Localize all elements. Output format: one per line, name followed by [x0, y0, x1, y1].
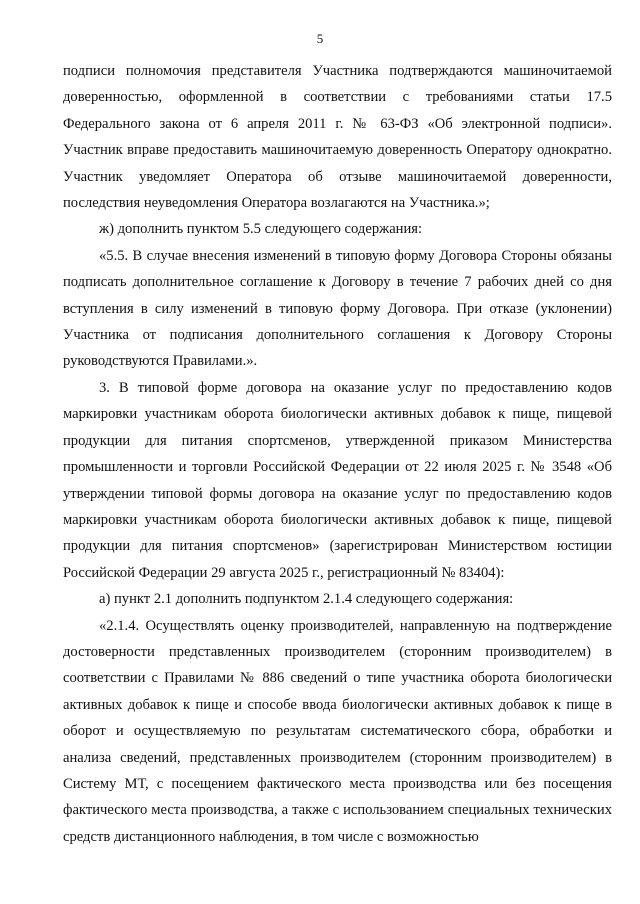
document-body — [63, 58, 612, 850]
paragraph-signature-continuation: подписи полномочия представителя Участника подтверждаются машиночитаемой доверенностью, оформленной в соответствии с требованиями статьи 17.5 Федерального закона от 6 апреля 2011 г. № 63-ФЗ «Об электронной подписи». Участник вправе предоставить машиночитаемую доверенность Оператору однократно. Участник уведомляет Оператора об отзыве машиночитаемой доверенности, последствия неуведомления Оператора возлагаются на Участника.»; — [63, 63, 612, 212]
paragraph-item-a: а) пункт 2.1 дополнить подпунктом 2.1.4 следующего содержания: — [99, 591, 514, 608]
paragraph-clause-2-1-4: «2.1.4. Осуществлять оценку производителей, направленную на подтверждение достоверности представленных производителем (сторонним производителем) в соответствии с Правилами № 886 сведений о типе участника оборота биологически активных добавок к пище и способе ввода биологически активных добавок к пище в оборот и осуществляемую по результатам систематического сбора, обработки и анализа сведений, представленных производителем (сторонним производителем) в Систему МТ, с посещением фактического места производства или без посещения фактического места производства, а также с использованием специальных технических средств дистанционного наблюдения, в том числе с возможностью — [63, 617, 612, 845]
page-number: 5 — [316, 31, 324, 46]
paragraph-section-3: 3. В типовой форме договора на оказание услуг по предоставлению кодов маркировки участникам оборота биологически активных добавок к пище, пищевой продукции для питания спортсменов, утвержденной приказом Министерства промышленности и торговли Российской Федерации от 22 июля 2025 г. № 3548 «Об утверждении типовой формы договора на оказание услуг по предоставлению кодов маркировки участникам оборота биологически активных добавок к пище, пищевой продукции для питания спортсменов» (зарегистрирован Министерством юстиции Российской Федерации 29 августа 2025 г., регистрационный № 83404): — [63, 379, 612, 581]
paragraph-clause-5-5: «5.5. В случае внесения изменений в типовую форму Договора Стороны обязаны подписать дополнительное соглашение к Договору в течение 7 рабочих дней со дня вступления в силу изменений в типовую форму Договора. При отказе (уклонении) Участника от подписания дополнительного соглашения к Договору Стороны руководствуются Правилами.». — [63, 247, 612, 370]
paragraph-item-zh: ж) дополнить пунктом 5.5 следующего содержания: — [99, 221, 423, 238]
